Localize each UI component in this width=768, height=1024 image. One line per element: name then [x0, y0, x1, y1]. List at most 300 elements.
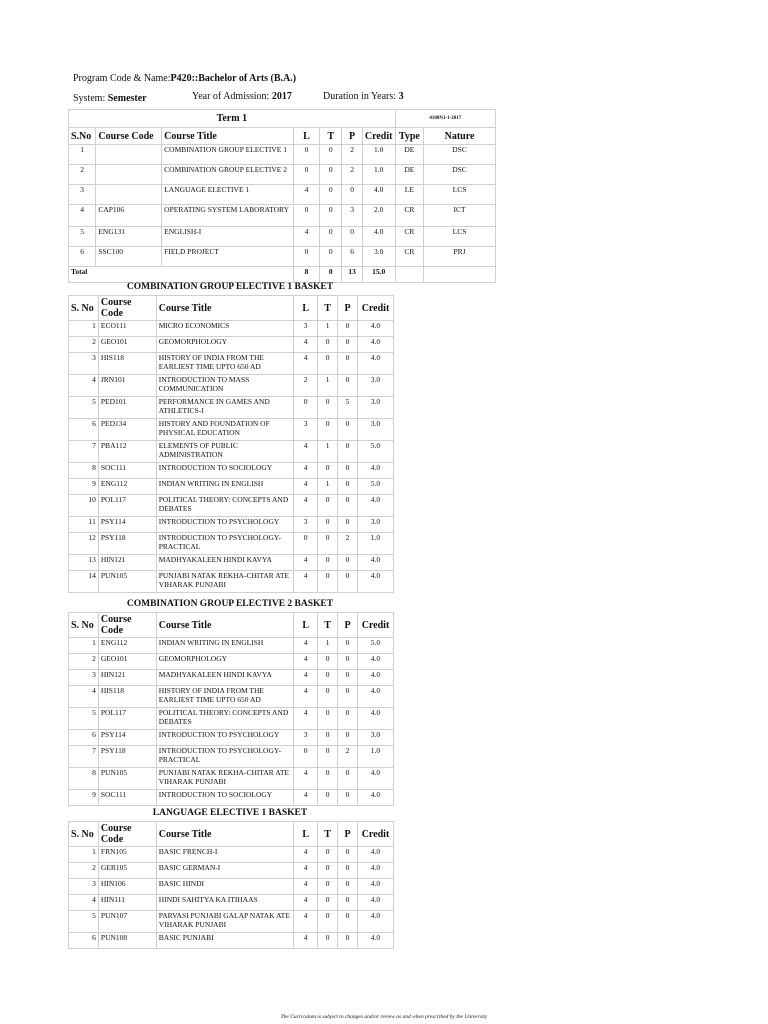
term-cell-nature: DSC — [424, 165, 496, 185]
basket1-row — [69, 397, 394, 419]
basket2-cell-course-title: INTRODUCTION TO SOCIOLOGY — [156, 790, 294, 806]
basket2-header-p: P — [338, 613, 358, 638]
duration-label: Duration in Years: — [323, 91, 397, 102]
basket3-cell-course-title: BASIC FRENCH-I — [156, 847, 293, 863]
basket2-cell-credit: 4.0 — [357, 670, 393, 686]
term-cell-t: 0 — [320, 247, 342, 267]
term-cell-l: 4 — [293, 185, 319, 205]
basket2-cell-credit: 1.0 — [357, 746, 393, 768]
basket3-cell-credit: 4.0 — [357, 847, 393, 863]
term-cell-course-title: FIELD PROJECT — [162, 247, 294, 267]
basket3-cell-p: 0 — [338, 911, 358, 933]
term-cell-l: 4 — [293, 227, 319, 247]
term-total-row — [69, 267, 496, 283]
basket1-cell-p: 0 — [338, 321, 358, 337]
basket1-cell-credit: 5.0 — [357, 441, 393, 463]
basket1-row — [69, 321, 394, 337]
basket2-cell-course-title: MADHYAKALEEN HINDI KAVYA — [156, 670, 294, 686]
duration-value: 3 — [398, 91, 404, 102]
basket1-cell-t: 0 — [318, 555, 338, 571]
basket1-cell-credit: 3.0 — [357, 517, 393, 533]
basket1-cell-course-code: PUN105 — [98, 571, 156, 593]
basket1-header-course-code: Course Code — [98, 296, 156, 321]
basket3-row — [69, 847, 394, 863]
basket2-cell-course-title: POLITICAL THEORY: CONCEPTS AND DEBATES — [156, 708, 294, 730]
basket2-cell-course-code: HIS118 — [98, 686, 156, 708]
basket2-cell-p: 0 — [338, 686, 358, 708]
basket2-cell-t: 0 — [318, 708, 338, 730]
basket1-cell-sno: 1 — [69, 321, 99, 337]
term-cell-course-code — [96, 145, 162, 165]
basket1-cell-course-title: HISTORY AND FOUNDATION OF PHYSICAL EDUCATION — [156, 419, 294, 441]
basket2-cell-sno: 6 — [69, 730, 99, 746]
basket1-cell-credit: 4.0 — [357, 463, 393, 479]
term-row — [69, 185, 496, 205]
basket3-header-l: L — [294, 822, 318, 847]
basket2-header-sno: S. No — [69, 613, 99, 638]
basket3-cell-credit: 4.0 — [357, 863, 393, 879]
basket2-cell-l: 4 — [294, 790, 318, 806]
term-cell-t: 0 — [320, 165, 342, 185]
basket3-cell-course-title: HINDI SAHITYA KA ITIHAAS — [156, 895, 293, 911]
term-code: 4108N1-1-2017 — [395, 110, 495, 128]
term-cell-course-code — [96, 185, 162, 205]
basket1-body — [69, 321, 394, 593]
basket3-header-p: P — [338, 822, 358, 847]
basket3-cell-l: 4 — [294, 895, 318, 911]
basket2-cell-sno: 4 — [69, 686, 99, 708]
basket1-header-row — [69, 296, 394, 321]
basket1-cell-p: 0 — [338, 479, 358, 495]
basket2-cell-sno: 5 — [69, 708, 99, 730]
basket3-body — [69, 847, 394, 949]
basket1-header-sno: S. No — [69, 296, 99, 321]
basket2-cell-course-code: HIN121 — [98, 670, 156, 686]
basket2-cell-t: 0 — [318, 746, 338, 768]
basket2-cell-p: 0 — [338, 768, 358, 790]
basket1-cell-l: 3 — [294, 419, 318, 441]
term-header-course-title: Course Title — [162, 128, 294, 145]
term-cell-credit: 1.0 — [362, 145, 395, 165]
basket2-cell-l: 3 — [294, 730, 318, 746]
basket1-cell-l: 4 — [294, 555, 318, 571]
term-cell-t: 0 — [320, 185, 342, 205]
term-row — [69, 227, 496, 247]
basket1-cell-t: 0 — [318, 533, 338, 555]
basket2-row — [69, 768, 394, 790]
basket2-cell-l: 4 — [294, 670, 318, 686]
basket1-cell-t: 1 — [318, 479, 338, 495]
basket1-row — [69, 555, 394, 571]
basket1-cell-sno: 12 — [69, 533, 99, 555]
term-cell-sno: 5 — [69, 227, 96, 247]
basket2-cell-course-code: POL117 — [98, 708, 156, 730]
basket1-cell-p: 0 — [338, 375, 358, 397]
basket1-cell-t: 0 — [318, 463, 338, 479]
basket1-cell-course-title: HISTORY OF INDIA FROM THE EARLIEST TIME UPTO 650 AD — [156, 353, 294, 375]
basket1-cell-course-code: PED101 — [98, 397, 156, 419]
basket2-row — [69, 686, 394, 708]
basket1-cell-p: 0 — [338, 571, 358, 593]
basket1-cell-p: 0 — [338, 495, 358, 517]
basket2-cell-l: 0 — [294, 746, 318, 768]
basket1-cell-t: 0 — [318, 495, 338, 517]
basket3-cell-course-code: HIN111 — [98, 895, 156, 911]
basket1-cell-sno: 11 — [69, 517, 99, 533]
basket1-row — [69, 353, 394, 375]
basket3-cell-credit: 4.0 — [357, 933, 393, 949]
term-cell-nature: ICT — [424, 205, 496, 227]
term-cell-credit: 4.0 — [362, 227, 395, 247]
basket3-cell-p: 0 — [338, 879, 358, 895]
basket3-table — [68, 821, 394, 949]
basket2-header-credit: Credit — [357, 613, 393, 638]
term-cell-type: CR — [395, 247, 423, 267]
basket1-cell-p: 0 — [338, 517, 358, 533]
basket1-cell-t: 1 — [318, 321, 338, 337]
term-cell-l: 0 — [293, 205, 319, 227]
basket2-cell-sno: 1 — [69, 638, 99, 654]
basket1-cell-sno: 6 — [69, 419, 99, 441]
basket1-cell-course-code: POL117 — [98, 495, 156, 517]
basket1-cell-course-title: GEOMORPHOLOGY — [156, 337, 294, 353]
basket1-cell-l: 0 — [294, 397, 318, 419]
basket1-cell-course-code: GEO101 — [98, 337, 156, 353]
basket2-header-course-title: Course Title — [156, 613, 294, 638]
basket2-cell-course-title: INTRODUCTION TO PSYCHOLOGY-PRACTICAL — [156, 746, 294, 768]
basket1-cell-course-code: PSY114 — [98, 517, 156, 533]
basket2-cell-p: 0 — [338, 730, 358, 746]
term-cell-course-title: OPERATING SYSTEM LABORATORY — [162, 205, 294, 227]
basket1-cell-course-code: SOC111 — [98, 463, 156, 479]
basket3-cell-p: 0 — [338, 847, 358, 863]
basket1-cell-sno: 5 — [69, 397, 99, 419]
basket1-cell-p: 0 — [338, 419, 358, 441]
total-nature — [424, 267, 496, 283]
basket2-cell-course-code: PSY114 — [98, 730, 156, 746]
basket1-cell-sno: 4 — [69, 375, 99, 397]
basket1-cell-t: 0 — [318, 571, 338, 593]
term-cell-p: 0 — [342, 185, 362, 205]
basket1-cell-course-code: ECO111 — [98, 321, 156, 337]
basket2-cell-sno: 2 — [69, 654, 99, 670]
basket2-title: COMBINATION GROUP ELECTIVE 2 BASKET — [126, 599, 334, 609]
basket1-row — [69, 479, 394, 495]
basket3-cell-t: 0 — [318, 933, 338, 949]
term-cell-p: 6 — [342, 247, 362, 267]
duration-line — [323, 91, 404, 102]
term-cell-sno: 4 — [69, 205, 96, 227]
total-type — [395, 267, 423, 283]
basket1-cell-l: 4 — [294, 479, 318, 495]
basket3-cell-sno: 2 — [69, 863, 99, 879]
basket2-cell-credit: 4.0 — [357, 768, 393, 790]
basket2-cell-sno: 9 — [69, 790, 99, 806]
basket2-cell-l: 4 — [294, 768, 318, 790]
term-cell-l: 0 — [293, 247, 319, 267]
term-cell-course-title: COMBINATION GROUP ELECTIVE 1 — [162, 145, 294, 165]
basket1-cell-p: 0 — [338, 555, 358, 571]
basket1-cell-course-title: INDIAN WRITING IN ENGLISH — [156, 479, 294, 495]
basket2-header-row — [69, 613, 394, 638]
term-cell-p: 3 — [342, 205, 362, 227]
term-cell-course-code: SSC100 — [96, 247, 162, 267]
basket2-cell-course-title: INDIAN WRITING IN ENGLISH — [156, 638, 294, 654]
admission-value: 2017 — [271, 91, 292, 102]
basket2-cell-credit: 4.0 — [357, 790, 393, 806]
basket1-cell-p: 0 — [338, 463, 358, 479]
basket2-cell-l: 4 — [294, 686, 318, 708]
term-header-p: P — [342, 128, 362, 145]
basket3-cell-t: 0 — [318, 863, 338, 879]
basket1-cell-course-title: MADHYAKALEEN HINDI KAVYA — [156, 555, 294, 571]
term-cell-course-title: ENGLISH-I — [162, 227, 294, 247]
basket3-cell-credit: 4.0 — [357, 911, 393, 933]
term-cell-nature: LCS — [424, 227, 496, 247]
term-header-l: L — [293, 128, 319, 145]
basket1-row — [69, 571, 394, 593]
basket1-cell-p: 5 — [338, 397, 358, 419]
term-cell-p: 0 — [342, 227, 362, 247]
basket1-cell-credit: 4.0 — [357, 571, 393, 593]
basket3-cell-credit: 4.0 — [357, 895, 393, 911]
basket3-cell-l: 4 — [294, 879, 318, 895]
basket2-row — [69, 670, 394, 686]
term-header-credit: Credit — [362, 128, 395, 145]
basket2-cell-course-title: PUNJABI NATAK REKHA-CHITAR ATE VIHARAK PUNJABI — [156, 768, 294, 790]
basket1-cell-credit: 4.0 — [357, 495, 393, 517]
basket1-cell-t: 0 — [318, 397, 338, 419]
basket2-cell-p: 2 — [338, 746, 358, 768]
basket3-cell-sno: 1 — [69, 847, 99, 863]
basket1-cell-credit: 4.0 — [357, 337, 393, 353]
system-label: System: — [73, 93, 106, 104]
basket1-row — [69, 463, 394, 479]
basket2-cell-t: 0 — [318, 670, 338, 686]
basket2-cell-course-title: INTRODUCTION TO PSYCHOLOGY — [156, 730, 294, 746]
term-cell-credit: 2.0 — [362, 205, 395, 227]
basket3-cell-course-code: PUN108 — [98, 933, 156, 949]
basket1-cell-l: 2 — [294, 375, 318, 397]
term-cell-sno: 2 — [69, 165, 96, 185]
basket2-cell-p: 0 — [338, 670, 358, 686]
term-cell-type: DE — [395, 165, 423, 185]
basket2-cell-t: 0 — [318, 730, 338, 746]
basket3-cell-t: 0 — [318, 879, 338, 895]
basket2-body — [69, 638, 394, 806]
basket2-cell-sno: 7 — [69, 746, 99, 768]
basket1-cell-course-code: JRN101 — [98, 375, 156, 397]
basket1-cell-course-title: INTRODUCTION TO SOCIOLOGY — [156, 463, 294, 479]
basket1-cell-l: 3 — [294, 517, 318, 533]
term-cell-credit: 1.0 — [362, 165, 395, 185]
basket3-cell-sno: 6 — [69, 933, 99, 949]
basket1-cell-credit: 3.0 — [357, 397, 393, 419]
basket3-cell-p: 0 — [338, 933, 358, 949]
basket1-cell-course-code: HIS118 — [98, 353, 156, 375]
basket1-cell-credit: 3.0 — [357, 419, 393, 441]
basket3-cell-sno: 4 — [69, 895, 99, 911]
basket2-cell-course-code: GEO101 — [98, 654, 156, 670]
basket2-row — [69, 746, 394, 768]
term-cell-course-title: LANGUAGE ELECTIVE 1 — [162, 185, 294, 205]
basket1-header-credit: Credit — [357, 296, 393, 321]
term-row — [69, 165, 496, 185]
basket3-cell-l: 4 — [294, 863, 318, 879]
basket2-row — [69, 730, 394, 746]
term-cell-course-code: CAP106 — [96, 205, 162, 227]
basket2-cell-p: 0 — [338, 708, 358, 730]
basket3-header-t: T — [318, 822, 338, 847]
basket3-cell-course-title: BASIC PUNJABI — [156, 933, 293, 949]
term-cell-course-title: COMBINATION GROUP ELECTIVE 2 — [162, 165, 294, 185]
basket1-cell-l: 0 — [294, 533, 318, 555]
basket3-title: LANGUAGE ELECTIVE 1 BASKET — [152, 808, 308, 818]
basket1-cell-l: 4 — [294, 495, 318, 517]
basket1-cell-course-title: INTRODUCTION TO PSYCHOLOGY — [156, 517, 294, 533]
basket2-cell-p: 0 — [338, 638, 358, 654]
term-cell-type: CR — [395, 227, 423, 247]
basket2-cell-credit: 4.0 — [357, 708, 393, 730]
basket3-header-sno: S. No — [69, 822, 99, 847]
basket1-cell-l: 4 — [294, 441, 318, 463]
basket2-cell-credit: 4.0 — [357, 654, 393, 670]
basket1-cell-l: 3 — [294, 321, 318, 337]
basket1-cell-t: 0 — [318, 353, 338, 375]
basket3-cell-sno: 5 — [69, 911, 99, 933]
basket2-cell-t: 0 — [318, 768, 338, 790]
program-line — [73, 73, 296, 84]
term-cell-type: CR — [395, 205, 423, 227]
basket2-cell-t: 0 — [318, 654, 338, 670]
basket1-title: COMBINATION GROUP ELECTIVE 1 BASKET — [126, 282, 334, 292]
system-line — [73, 93, 147, 104]
term-title: Term 1 — [69, 110, 396, 128]
basket1-cell-credit: 1.0 — [357, 533, 393, 555]
basket1-cell-sno: 7 — [69, 441, 99, 463]
basket2-row — [69, 790, 394, 806]
basket1-cell-sno: 8 — [69, 463, 99, 479]
basket1-row — [69, 495, 394, 517]
basket1-cell-credit: 5.0 — [357, 479, 393, 495]
basket2-cell-course-title: HISTORY OF INDIA FROM THE EARLIEST TIME UPTO 650 AD — [156, 686, 294, 708]
basket1-cell-course-title: ELEMENTS OF PUBLIC ADMINISTRATION — [156, 441, 294, 463]
basket3-cell-course-title: PARVASI PUNJABI GALAP NATAK ATE VIHARAK PUNJABI — [156, 911, 293, 933]
basket2-cell-credit: 3.0 — [357, 730, 393, 746]
basket3-cell-l: 4 — [294, 847, 318, 863]
term-cell-type: LE — [395, 185, 423, 205]
basket2-cell-t: 0 — [318, 686, 338, 708]
total-credit: 15.0 — [362, 267, 395, 283]
basket1-row — [69, 441, 394, 463]
basket3-cell-p: 0 — [338, 895, 358, 911]
term-table — [68, 109, 496, 283]
basket3-cell-l: 4 — [294, 911, 318, 933]
term-cell-course-code: ENG131 — [96, 227, 162, 247]
basket2-header-course-code: Course Code — [98, 613, 156, 638]
term-cell-t: 0 — [320, 227, 342, 247]
term-cell-nature: DSC — [424, 145, 496, 165]
basket1-cell-t: 0 — [318, 517, 338, 533]
basket2-cell-sno: 3 — [69, 670, 99, 686]
basket2-cell-p: 0 — [338, 790, 358, 806]
term-cell-sno: 1 — [69, 145, 96, 165]
basket1-cell-credit: 4.0 — [357, 321, 393, 337]
basket2-cell-course-code: ENG112 — [98, 638, 156, 654]
basket2-cell-course-code: PUN105 — [98, 768, 156, 790]
basket1-row — [69, 375, 394, 397]
basket3-cell-course-title: BASIC HINDI — [156, 879, 293, 895]
term-header-nature: Nature — [424, 128, 496, 145]
basket3-row — [69, 933, 394, 949]
basket1-cell-l: 4 — [294, 353, 318, 375]
basket1-cell-sno: 13 — [69, 555, 99, 571]
basket1-cell-credit: 4.0 — [357, 555, 393, 571]
basket1-cell-sno: 3 — [69, 353, 99, 375]
basket2-cell-l: 4 — [294, 638, 318, 654]
basket2-row — [69, 654, 394, 670]
basket3-header-credit: Credit — [357, 822, 393, 847]
basket2-cell-credit: 5.0 — [357, 638, 393, 654]
system-value: Semester — [107, 93, 147, 104]
basket1-row — [69, 419, 394, 441]
admission-label: Year of Admission: — [192, 91, 270, 102]
basket1-row — [69, 517, 394, 533]
term-cell-p: 2 — [342, 145, 362, 165]
basket2-cell-course-title: GEOMORPHOLOGY — [156, 654, 294, 670]
basket1-table — [68, 295, 394, 593]
basket2-cell-l: 4 — [294, 708, 318, 730]
basket3-cell-credit: 4.0 — [357, 879, 393, 895]
basket1-cell-p: 0 — [338, 441, 358, 463]
basket2-cell-credit: 4.0 — [357, 686, 393, 708]
term-header-type: Type — [395, 128, 423, 145]
term-header-t: T — [320, 128, 342, 145]
basket2-header-t: T — [318, 613, 338, 638]
basket1-cell-course-title: PERFORMANCE IN GAMES AND ATHLETICS-I — [156, 397, 294, 419]
basket3-cell-course-code: PUN107 — [98, 911, 156, 933]
basket1-cell-credit: 3.0 — [357, 375, 393, 397]
program-value: P420::Bachelor of Arts (B.A.) — [170, 73, 297, 84]
basket3-cell-t: 0 — [318, 911, 338, 933]
basket1-cell-sno: 10 — [69, 495, 99, 517]
term-header-row — [69, 128, 496, 145]
basket3-header-course-code: Course Code — [98, 822, 156, 847]
term-body — [69, 145, 496, 267]
basket3-cell-course-code: FRN105 — [98, 847, 156, 863]
basket3-row — [69, 863, 394, 879]
basket3-cell-course-title: BASIC GERMAN-I — [156, 863, 293, 879]
basket1-cell-course-title: MICRO ECONOMICS — [156, 321, 294, 337]
basket1-cell-t: 1 — [318, 441, 338, 463]
term-cell-sno: 3 — [69, 185, 96, 205]
basket1-header-p: P — [338, 296, 358, 321]
term-cell-t: 0 — [320, 145, 342, 165]
basket1-cell-l: 4 — [294, 463, 318, 479]
basket1-header-l: L — [294, 296, 318, 321]
basket3-cell-course-code: GER105 — [98, 863, 156, 879]
total-label: Total — [69, 267, 294, 283]
basket3-cell-p: 0 — [338, 863, 358, 879]
basket1-cell-l: 4 — [294, 337, 318, 353]
basket1-cell-course-code: PSY118 — [98, 533, 156, 555]
basket3-cell-course-code: HIN106 — [98, 879, 156, 895]
basket1-cell-course-code: HIN121 — [98, 555, 156, 571]
term-cell-sno: 6 — [69, 247, 96, 267]
basket2-row — [69, 638, 394, 654]
basket1-row — [69, 533, 394, 555]
basket1-cell-l: 4 — [294, 571, 318, 593]
